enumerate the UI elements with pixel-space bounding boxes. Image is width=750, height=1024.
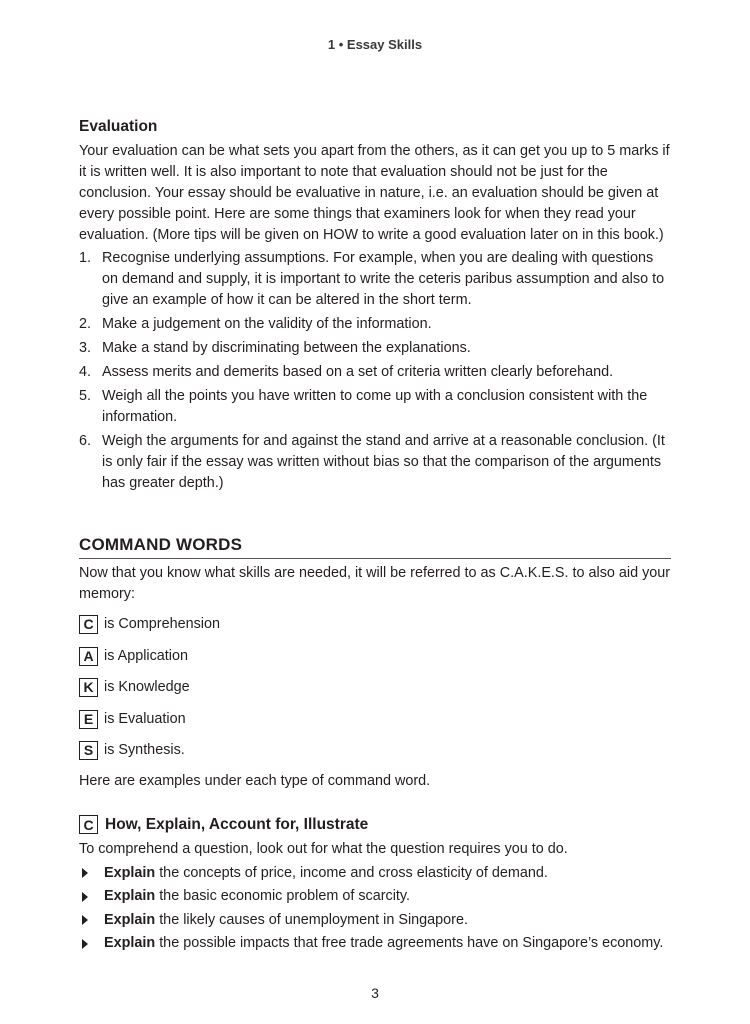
bullet-text: the concepts of price, income and cross elasticity of demand. bbox=[159, 864, 548, 881]
evaluation-list bbox=[79, 248, 671, 494]
command-words-heading: COMMAND WORDS bbox=[79, 533, 671, 559]
list-item bbox=[79, 314, 671, 335]
cakes-item bbox=[79, 708, 671, 731]
page-content bbox=[79, 116, 671, 957]
list-number: 5. bbox=[79, 388, 92, 404]
bullet-text: the possible impacts that free trade agreements have on Singapore’s economy. bbox=[159, 935, 664, 951]
list-number: 6. bbox=[79, 433, 92, 449]
list-number: 3. bbox=[79, 340, 92, 356]
list-item bbox=[79, 863, 671, 884]
keyword: Explain bbox=[104, 864, 156, 881]
cakes-item bbox=[79, 739, 671, 762]
list-text: Weigh all the points you have written to come up with a conclusion consistent with the information. bbox=[102, 388, 648, 425]
evaluation-intro: Your evaluation can be what sets you apart from the others, as it can get you up to 5 marks if it is written well. It is also important to note that evaluation should not be just for the conclusion. Your essay should be evaluative in nature, i.e. an evaluation should be given at every possible point. Here are some things that examiners look for when they read your evaluation. (More tips will be given on HOW to write a good evaluation later on in this book.) bbox=[79, 143, 670, 243]
triangle-bullet-icon bbox=[82, 939, 88, 949]
list-text: Assess merits and demerits based on a set of criteria written clearly beforehand. bbox=[102, 364, 614, 380]
letter-box: E bbox=[79, 710, 98, 729]
letter-box: C bbox=[79, 615, 98, 634]
cakes-text: is Comprehension bbox=[104, 616, 220, 632]
comprehension-heading-text: How, Explain, Account for, Illustrate bbox=[105, 815, 369, 833]
list-item bbox=[79, 933, 671, 954]
comprehension-intro: To comprehend a question, look out for what the question requires you to do. bbox=[79, 840, 568, 857]
cakes-list bbox=[79, 613, 671, 762]
cakes-text: is Evaluation bbox=[104, 710, 186, 727]
list-item bbox=[79, 910, 671, 931]
cakes-text: is Synthesis. bbox=[104, 742, 185, 758]
list-text: Make a stand by discriminating between the explanations. bbox=[102, 340, 471, 356]
letter-box: S bbox=[79, 741, 98, 760]
triangle-bullet-icon bbox=[82, 868, 88, 878]
list-number: 2. bbox=[79, 316, 92, 332]
command-words-section bbox=[79, 533, 671, 792]
cakes-item bbox=[79, 645, 671, 668]
evaluation-heading: Evaluation bbox=[79, 118, 158, 135]
list-item bbox=[79, 338, 671, 359]
cakes-item bbox=[79, 676, 671, 699]
triangle-bullet-icon bbox=[82, 915, 88, 925]
list-number: 1. bbox=[79, 250, 92, 266]
letter-box: A bbox=[79, 647, 98, 666]
running-head: 1 • Essay Skills bbox=[327, 37, 423, 52]
list-item bbox=[79, 362, 671, 383]
page-number: 3 bbox=[371, 985, 379, 1001]
list-number: 4. bbox=[79, 364, 92, 380]
comprehension-section bbox=[79, 814, 671, 955]
list-text: Recognise underlying assumptions. For example, when you are dealing with questions on demand and supply, it is important to write the ceteris paribus assumption and also to give an example of how it can be altered in the short term. bbox=[102, 250, 665, 308]
keyword: Explain bbox=[104, 935, 156, 951]
command-words-intro: Now that you know what skills are needed, it will be referred to as C.A.K.E.S. to also aid your memory: bbox=[79, 565, 671, 602]
list-text: Weigh the arguments for and against the stand and arrive at a reasonable conclusion. (It is only fair if the essay was written without bias so that the comparison of the arguments has greater depth.) bbox=[102, 433, 665, 491]
cakes-item bbox=[79, 613, 671, 636]
list-text: Make a judgement on the validity of the information. bbox=[102, 316, 432, 332]
cakes-text: is Application bbox=[104, 647, 188, 664]
list-item bbox=[79, 248, 671, 311]
evaluation-section bbox=[79, 116, 671, 494]
keyword: Explain bbox=[104, 911, 156, 928]
list-item bbox=[79, 431, 671, 494]
triangle-bullet-icon bbox=[82, 892, 88, 902]
bullet-text: the likely causes of unemployment in Singapore. bbox=[159, 911, 468, 928]
list-item bbox=[79, 886, 671, 907]
list-item bbox=[79, 386, 671, 428]
comprehension-heading bbox=[79, 814, 671, 836]
example-list bbox=[79, 863, 671, 955]
letter-box: K bbox=[79, 678, 98, 697]
examples-line: Here are examples under each type of command word. bbox=[79, 772, 431, 789]
cakes-text: is Knowledge bbox=[104, 679, 190, 695]
bullet-text: the basic economic problem of scarcity. bbox=[159, 888, 411, 904]
keyword: Explain bbox=[104, 888, 156, 904]
letter-box: C bbox=[79, 815, 98, 834]
